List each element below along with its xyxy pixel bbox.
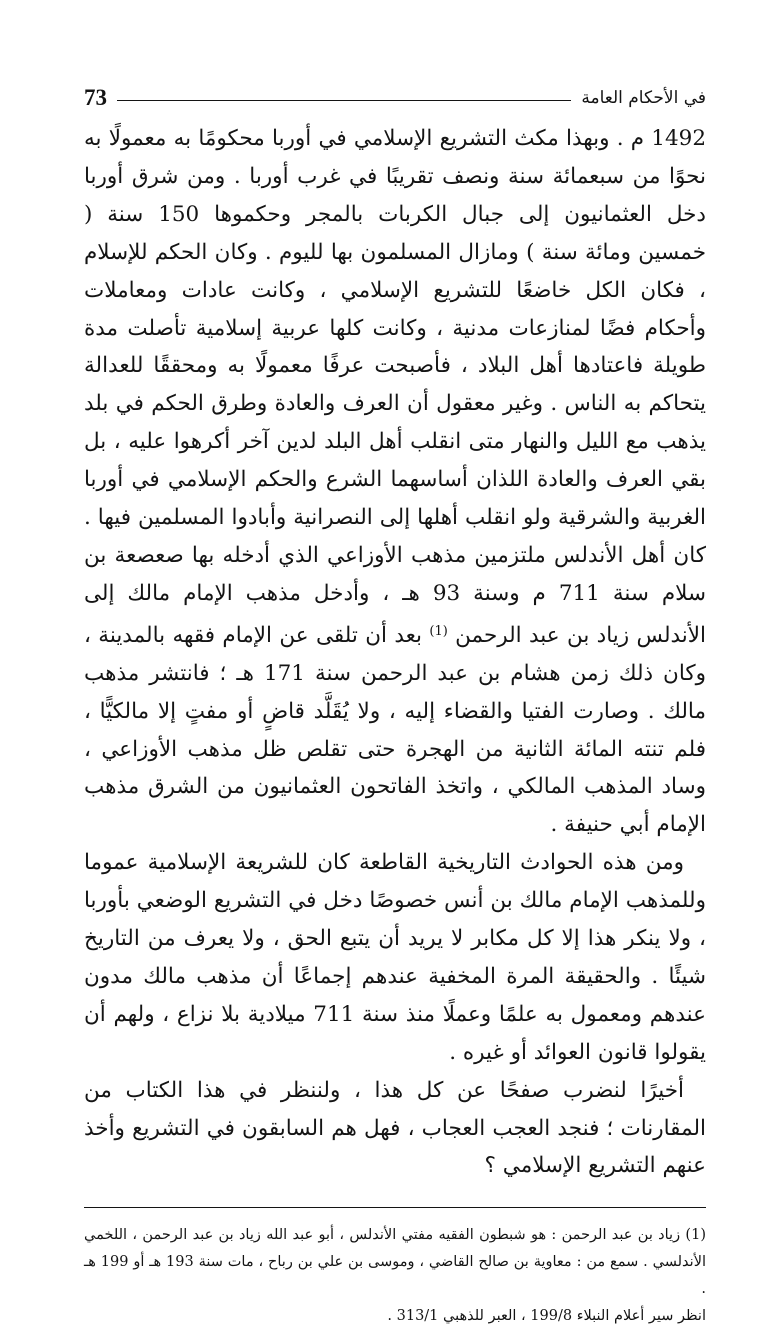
footnote: انظر سير أعلام النبلاء 199/8 ، العبر للذهبي 313/1 . xyxy=(387,1308,706,1325)
footnotes xyxy=(84,1222,706,1330)
header-rule xyxy=(117,100,571,101)
footnote-separator xyxy=(84,1207,706,1208)
page-number: 73 xyxy=(84,85,107,110)
body-text xyxy=(84,120,706,1185)
paragraph-text: بعد أن تلقى عن الإمام فقهه بالمدينة ، وكان ذلك زمن هشام بن عبد الرحمن سنة 171 هـ ؛ فانتشر مذهب مالك . وصارت الفتيا والقضاء إليه ، ولا يُقَلَّد قاضٍ أو مفتٍ إلا مالكيًّا ، فلم تنته المائة الثانية من الهجرة حتى تقلص ظل مذهب الأوزاعي ، وساد المذهب المالكي ، واتخذ الفاتحون العثمانيون من الشرق مذهب الإمام أبي حنيفة . xyxy=(84,622,707,838)
paragraph: ومن هذه الحوادث التاريخية القاطعة كان للشريعة الإسلامية عموما وللمذهب الإمام مالك بن أنس خصوصًا دخل في التشريع الوضعي بأوربا ، ولا ينكر هذا إلا كل مكابر لا يريد أن يتبع الحق ، ولا يعرف من التاريخ شيئًا . والحقيقة المرة المخفية عندهم إجماعًا أن مذهب مالك مدون عندهم ومعمول به علمًا وعملًا منذ سنة 711 ميلادية بلا نزاع ، ولهم أن يقولوا قانون العوائد أو غيره . xyxy=(84,850,706,1065)
book-page xyxy=(84,78,706,1330)
paragraph: أخيرًا لنضرب صفحًا عن كل هذا ، ولننظر في هذا الكتاب من المقارنات ؛ فنجد العجب العجاب ، فهل هم السابقون في التشريع وأخذ عنهم التشريع الإسلامي ؟ xyxy=(84,1077,706,1179)
footnote: (1) زياد بن عبد الرحمن : هو شبطون الفقيه مفتي الأندلس ، أبو عبد الله زياد بن عبد الرحمن ، اللخمي الأندلسي . سمع من : معاوية بن صالح القاضي ، وموسى بن علي بن رباح ، مات سنة 193 هـ أو 199 هـ . xyxy=(84,1227,706,1298)
running-header xyxy=(84,78,706,118)
footnote-reference: (1) xyxy=(429,623,448,639)
paragraph xyxy=(84,120,706,844)
paragraph-text: 1492 م . وبهذا مكث التشريع الإسلامي في أوربا محكومًا به معمولًا به نحوًا من سبعمائة سنة ونصف تقريبًا في غرب أوربا . ومن شرق أوربا دخل العثمانيون إلى جبال الكربات بالمجر وحكموها 150 سنة ( خمسين ومائة سنة ) ومازال المسلمون بها لليوم . وكان الحكم للإسلام ، فكان الكل خاضعًا للتشريع الإسلامي ، وكانت عادات ومعاملات وأحكام فضًا لمنازعات مدنية ، وكانت كلها عربية إسلامية تأصلت مدة طويلة فاعتادها أهل البلاد ، فأصبحت عرفًا معمولًا به ومحققًا للعدالة يتحاكم به الناس . وغير معقول أن العرف والعادة وطرق الحكم في بلد يذهب مع الليل والنهار متى انقلب أهل البلد لدين آخر أكرهوا عليه ، بل بقي العرف والعادة اللذان أساسهما الشرع والحكم الإسلامي في أوربا الغربية والشرقية ولو انقلب أهلها إلى النصرانية وأبادوا المسلمين فيها . كان أهل الأندلس ملتزمين مذهب الأوزاعي الذي أدخله بها صعصعة بن سلام سنة 711 م وسنة 93 هـ ، وأدخل مذهب الإمام مالك إلى الأندلس زياد بن عبد الرحمن xyxy=(84,126,707,648)
header-title: في الأحكام العامة xyxy=(581,88,706,108)
